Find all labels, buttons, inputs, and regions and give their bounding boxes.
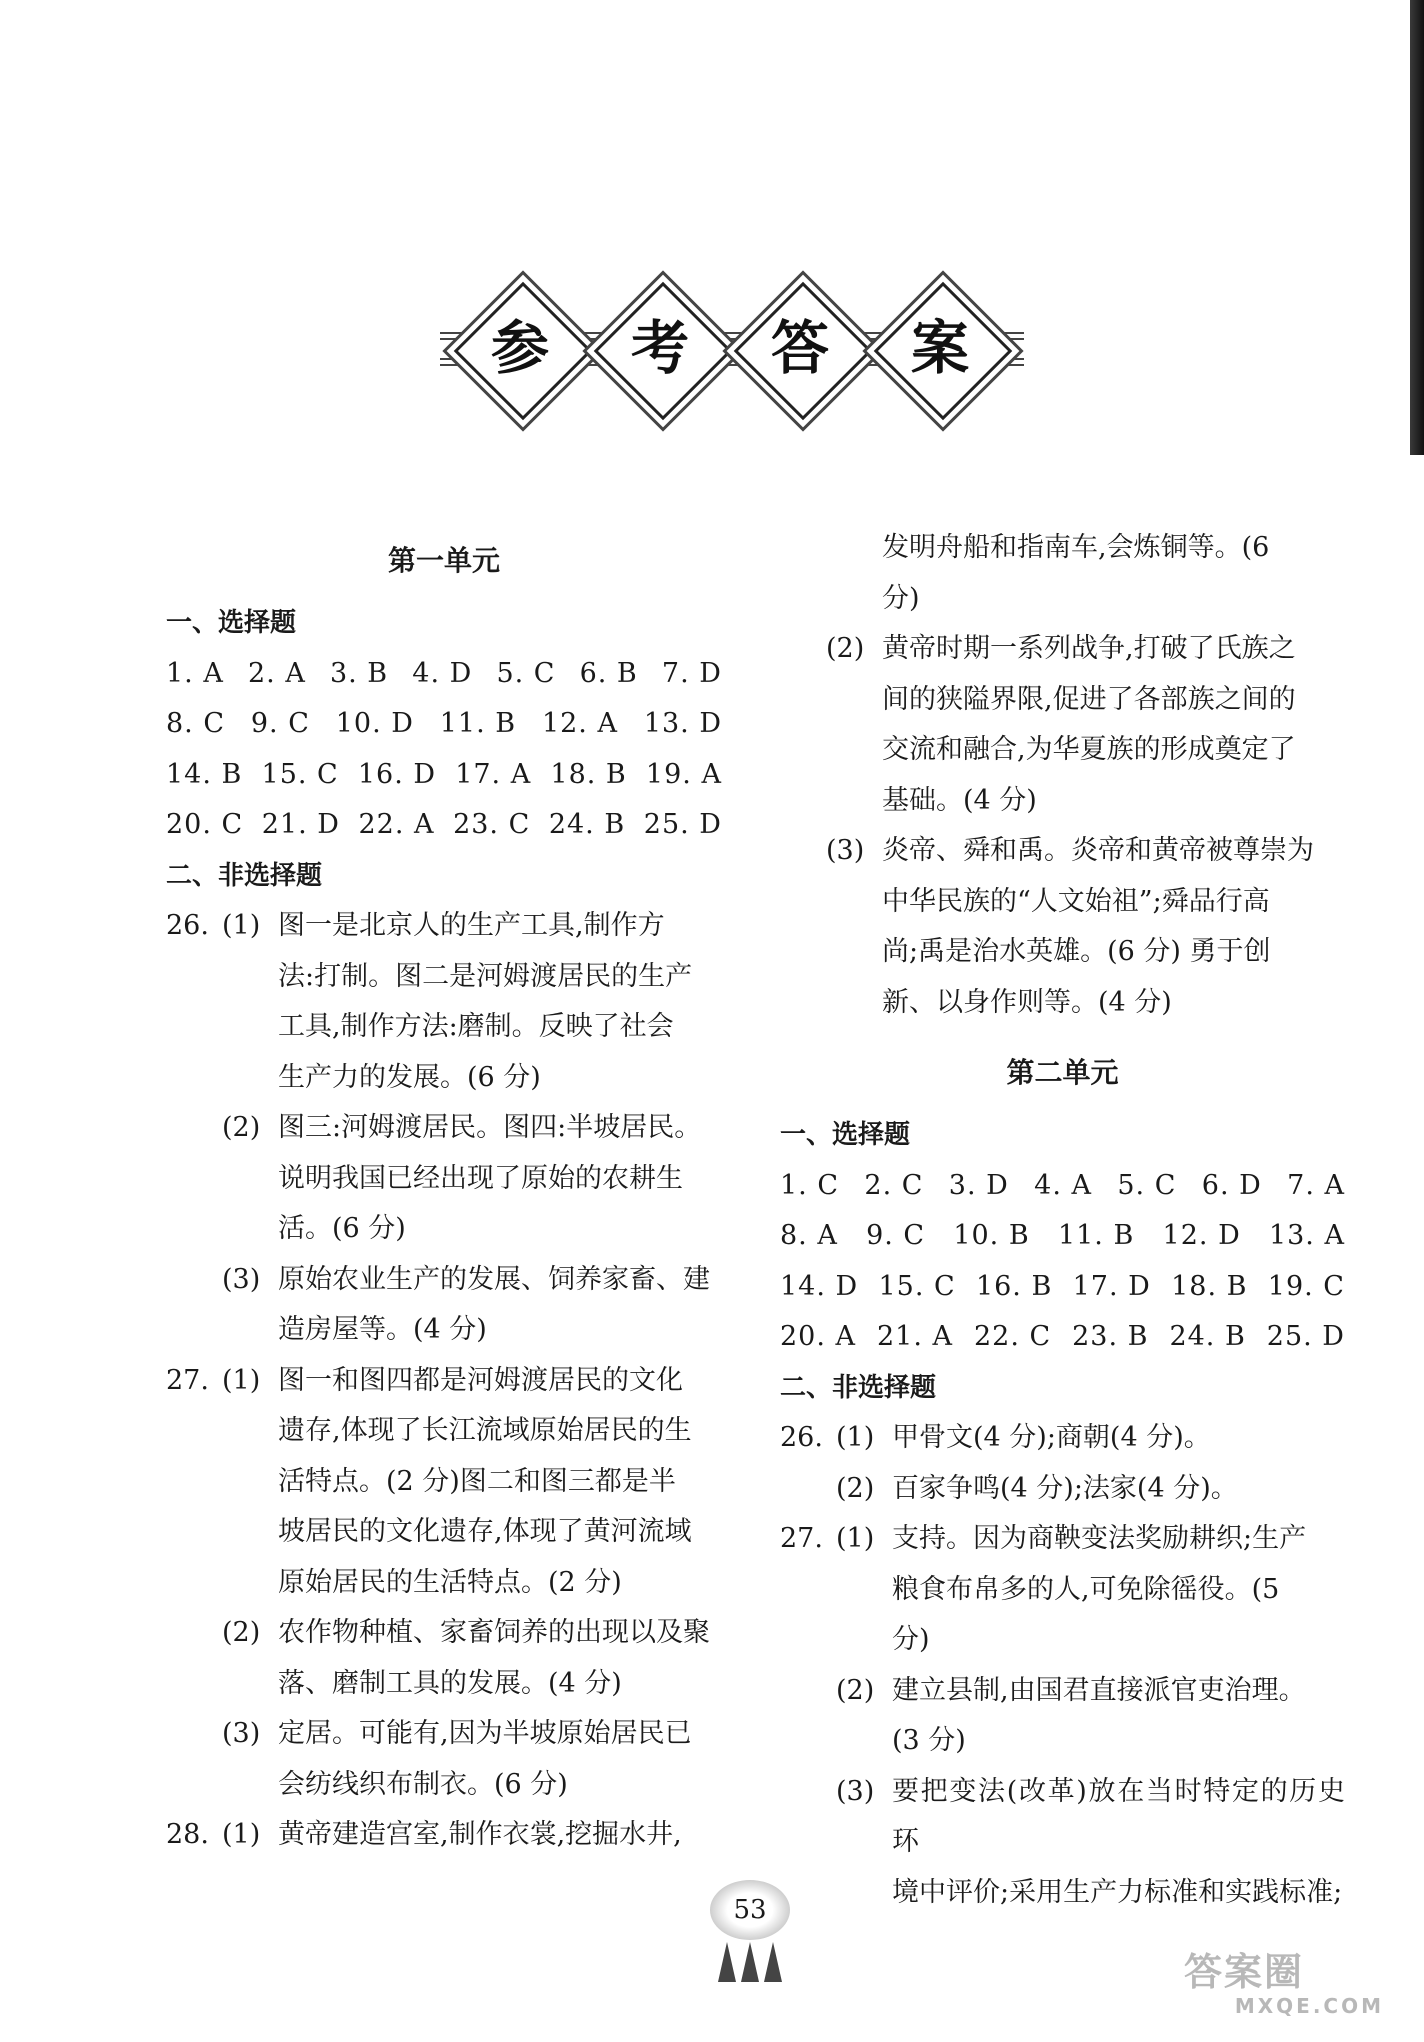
sub-answer xyxy=(892,1413,1345,1464)
mc-row xyxy=(166,800,722,851)
sub-answer xyxy=(892,1514,1345,1666)
mc-answer: 12. A xyxy=(541,708,618,739)
mc-answer: 23. B xyxy=(1072,1321,1149,1352)
sub-question xyxy=(166,1709,722,1810)
mc-answer: 15. C xyxy=(878,1270,956,1302)
mc-answer: 22. C xyxy=(973,1321,1052,1352)
answer-line: 活。(6 分) xyxy=(278,1213,406,1244)
answer-line: 落、磨制工具的发展。(4 分) xyxy=(278,1667,622,1699)
sub-question xyxy=(166,1810,722,1861)
answer-line: 原始农业生产的发展、饲养家畜、建 xyxy=(278,1263,710,1295)
sub-question xyxy=(166,1103,722,1255)
spacer xyxy=(166,1255,222,1356)
sub-answer xyxy=(892,1464,1345,1515)
spacer xyxy=(166,1103,222,1255)
mc-answer: 4. D xyxy=(412,657,473,689)
question-28-continued xyxy=(780,523,1345,624)
mc-answer: 3. B xyxy=(329,657,389,689)
question-number: 26. xyxy=(780,1422,823,1453)
spacer xyxy=(166,1709,222,1810)
question-26 xyxy=(166,901,722,1356)
answer-line: 发明舟船和指南车,会炼铜等。(6 xyxy=(882,532,1270,563)
sub-question xyxy=(780,1464,1345,1515)
answer-line: 图一是北京人的生产工具,制作方 xyxy=(278,910,665,941)
answer-line: 黄帝时期一系列战争,打破了氏族之 xyxy=(882,633,1296,664)
question-26 xyxy=(780,1413,1345,1514)
mc-answer: 15. C xyxy=(261,758,339,790)
answer-line: 中华民族的“人文始祖”;舜品行高 xyxy=(882,885,1270,917)
right-column xyxy=(780,523,1345,1918)
mc-answer: 7. D xyxy=(661,657,722,689)
mc-answer: 1. C xyxy=(780,1169,840,1201)
sub-question xyxy=(166,1608,722,1709)
mc-answer: 14. B xyxy=(166,758,243,790)
sub-question xyxy=(166,1255,722,1356)
mc-answer: 23. C xyxy=(453,809,531,840)
mc-answer: 4. A xyxy=(1034,1169,1092,1201)
mc-answer: 10. B xyxy=(953,1220,1030,1251)
page-footer xyxy=(690,1880,810,2000)
answer-line: 甲骨文(4 分);商朝(4 分)。 xyxy=(892,1422,1211,1453)
tree-ornament-icon xyxy=(741,1942,759,1982)
sub-answer xyxy=(892,1767,1345,1919)
mc-row xyxy=(780,1161,1345,1212)
mc-row xyxy=(166,699,722,750)
mc-answer: 13. A xyxy=(1268,1220,1345,1251)
answer-line: 生产力的发展。(6 分) xyxy=(278,1061,541,1093)
mc-answer: 12. D xyxy=(1162,1220,1241,1251)
sub-question xyxy=(780,1666,1345,1767)
spacer xyxy=(780,1666,836,1767)
sub-number: (2) xyxy=(836,1472,875,1504)
sub-question xyxy=(166,1356,722,1609)
sub-answer xyxy=(278,1608,722,1709)
sub-number: (2) xyxy=(222,1617,261,1648)
answer-line: 遗存,体现了长江流域原始居民的生 xyxy=(278,1415,692,1446)
sub-answer xyxy=(882,826,1345,1028)
mc-answer: 14. D xyxy=(780,1270,859,1302)
mc-answer: 16. D xyxy=(357,758,437,790)
header-char: 案 xyxy=(910,314,969,382)
mc-row xyxy=(780,1262,1345,1313)
mc-answer: 6. D xyxy=(1201,1169,1262,1201)
mc-answer: 13. D xyxy=(643,708,722,739)
mc-answer: 3. D xyxy=(948,1169,1009,1201)
answer-line: 境中评价;采用生产力标准和实践标准; xyxy=(892,1876,1343,1908)
answer-line: 活特点。(2 分)图二和图三都是半 xyxy=(278,1465,676,1497)
answer-line: 工具,制作方法:磨制。反映了社会 xyxy=(278,1011,674,1042)
sub-number: (3) xyxy=(222,1718,261,1749)
answer-line: 尚;禹是治水英雄。(6 分) 勇于创 xyxy=(882,936,1271,967)
sub-number: (3) xyxy=(222,1263,261,1295)
answer-line: 炎帝、舜和禹。炎帝和黄帝被尊崇为 xyxy=(882,835,1314,866)
mc-row xyxy=(166,649,722,700)
mc-answer: 11. B xyxy=(439,708,517,739)
sub-number: (2) xyxy=(826,633,865,664)
sub-answer xyxy=(278,1709,722,1810)
sub-number: (1) xyxy=(836,1523,875,1554)
answer-line: 图三:河姆渡居民。图四:半坡居民。 xyxy=(278,1112,702,1143)
sub-number: (1) xyxy=(222,910,261,941)
sub-question xyxy=(780,826,1345,1028)
header-char: 答 xyxy=(770,314,829,382)
header-diamond xyxy=(732,280,868,416)
mc-answer: 5. C xyxy=(1117,1169,1177,1201)
answer-line: 新、以身作则等。(4 分) xyxy=(882,986,1172,1018)
left-column xyxy=(166,536,722,1861)
mc-answer: 1. A xyxy=(166,657,224,689)
answer-line: 要把变法(改革)放在当时特定的历史环 xyxy=(892,1775,1345,1857)
section-heading: 二、非选择题 xyxy=(780,1372,937,1403)
question-27 xyxy=(780,1514,1345,1918)
sub-question xyxy=(780,1767,1345,1919)
mc-answer: 8. C xyxy=(166,708,226,739)
mc-answer: 21. D xyxy=(261,809,340,840)
answer-line: 农作物种植、家畜饲养的出现以及聚 xyxy=(278,1617,710,1648)
question-number: 28. xyxy=(166,1819,209,1850)
header-diamond xyxy=(872,280,1008,416)
answer-line: 支持。因为商鞅变法奖励耕织;生产 xyxy=(892,1523,1307,1554)
mc-answer: 9. C xyxy=(250,708,310,739)
answer-line: 造房屋等。(4 分) xyxy=(278,1314,487,1345)
unit-title: 第一单元 xyxy=(387,544,500,577)
mc-answer: 2. C xyxy=(864,1169,924,1201)
sub-answer xyxy=(278,1356,722,1609)
unit-title: 第二单元 xyxy=(1006,1056,1119,1089)
mc-answer: 10. D xyxy=(335,708,414,739)
answer-line: 分) xyxy=(882,582,920,614)
section-heading: 一、选择题 xyxy=(166,608,297,638)
mc-answer: 22. A xyxy=(358,809,435,840)
mc-answer: 17. D xyxy=(1072,1270,1151,1302)
watermark-text: 答案圈 xyxy=(1184,1950,1305,1994)
mc-answer: 24. B xyxy=(548,809,626,840)
header-diamond xyxy=(452,280,588,416)
mc-row xyxy=(780,1211,1345,1262)
watermark-url: MXQE.COM xyxy=(1234,1994,1384,2018)
sub-number: (3) xyxy=(826,835,865,866)
answer-line: 基础。(4 分) xyxy=(882,784,1037,816)
answer-line: 图一和图四都是河姆渡居民的文化 xyxy=(278,1364,683,1396)
mc-answer: 9. C xyxy=(866,1220,926,1251)
page-edge-shadow xyxy=(1410,0,1424,455)
sub-answer xyxy=(278,1103,722,1255)
tree-ornament-icon xyxy=(718,1942,736,1982)
mc-answers xyxy=(780,1161,1345,1363)
answer-line: 交流和融合,为华夏族的形成奠定了 xyxy=(882,734,1296,765)
question-27 xyxy=(166,1356,722,1811)
answer-line: 原始居民的生活特点。(2 分) xyxy=(278,1566,622,1598)
sub-number: (1) xyxy=(836,1422,875,1453)
sub-question xyxy=(780,624,1345,826)
sub-answer xyxy=(278,1255,722,1356)
header-diamond xyxy=(592,280,728,416)
section-heading: 二、非选择题 xyxy=(166,860,323,891)
question-28 xyxy=(166,1810,722,1861)
sub-question xyxy=(166,901,722,1103)
mc-answer: 11. B xyxy=(1057,1220,1135,1251)
sub-question xyxy=(780,1514,1345,1666)
sub-number: (2) xyxy=(836,1674,875,1706)
sub-question xyxy=(780,1413,1345,1464)
mc-answer: 7. A xyxy=(1287,1169,1345,1201)
question-number: 26. xyxy=(166,910,209,941)
mc-answer: 20. C xyxy=(166,809,244,840)
answer-line: (3 分) xyxy=(892,1725,966,1756)
answer-line: 百家争鸣(4 分);法家(4 分)。 xyxy=(892,1472,1238,1504)
answer-line: 粮食布帛多的人,可免除徭役。(5 xyxy=(892,1573,1280,1605)
mc-answer: 2. A xyxy=(247,657,306,689)
watermark-logo xyxy=(1184,1950,1384,2020)
mc-answer: 24. B xyxy=(1169,1321,1246,1352)
answer-line: 会纺线织布制衣。(6 分) xyxy=(278,1768,568,1800)
header-char: 参 xyxy=(490,314,549,382)
answer-key-header xyxy=(440,272,1024,422)
mc-answer: 17. A xyxy=(455,758,532,790)
mc-answer: 19. C xyxy=(1267,1270,1345,1302)
answer-line: 分) xyxy=(892,1624,930,1655)
mc-answer: 16. B xyxy=(975,1270,1053,1302)
answer-line: 坡居民的文化遗存,体现了黄河流域 xyxy=(278,1516,692,1547)
mc-answer: 18. B xyxy=(1171,1270,1248,1302)
sub-number: (1) xyxy=(222,1819,261,1850)
section-heading: 一、选择题 xyxy=(780,1120,911,1150)
sub-number: (2) xyxy=(222,1112,261,1143)
sub-number: (3) xyxy=(836,1775,875,1807)
sub-answer xyxy=(278,1810,722,1861)
mc-answer: 25. D xyxy=(643,809,722,840)
mc-answer: 18. B xyxy=(550,758,627,790)
mc-answer: 6. B xyxy=(579,657,638,689)
answer-line: 定居。可能有,因为半坡原始居民已 xyxy=(278,1718,692,1749)
sub-answer xyxy=(892,1666,1345,1767)
tree-ornament-icon xyxy=(764,1942,782,1982)
answer-line: 说明我国已经出现了原始的农耕生 xyxy=(278,1162,683,1194)
answer-line: 间的狭隘界限,促进了各部族之间的 xyxy=(882,683,1296,715)
sub-number: (1) xyxy=(222,1364,261,1396)
answer-line: 黄帝建造宫室,制作衣裳,挖掘水井, xyxy=(278,1819,682,1850)
question-28-subparts xyxy=(780,624,1345,1028)
header-char: 考 xyxy=(630,314,689,382)
question-number: 27. xyxy=(780,1523,823,1554)
question-number: 27. xyxy=(166,1364,209,1396)
sub-answer xyxy=(882,624,1345,826)
mc-answer: 21. A xyxy=(876,1321,954,1352)
mc-answer: 19. A xyxy=(645,758,722,790)
mc-answer: 5. C xyxy=(496,657,556,689)
answer-line: 法:打制。图二是河姆渡居民的生产 xyxy=(278,960,693,992)
mc-answer: 25. D xyxy=(1266,1321,1345,1352)
mc-answers xyxy=(166,649,722,851)
answer-line: 建立县制,由国君直接派官吏治理。 xyxy=(892,1674,1306,1706)
spacer xyxy=(166,1608,222,1709)
mc-row xyxy=(780,1312,1345,1363)
mc-answer: 8. A xyxy=(780,1220,838,1251)
page-number: 53 xyxy=(710,1880,790,1940)
mc-row xyxy=(166,750,722,801)
mc-answer: 20. A xyxy=(780,1321,857,1352)
sub-answer xyxy=(278,901,722,1103)
spacer xyxy=(780,1464,836,1515)
